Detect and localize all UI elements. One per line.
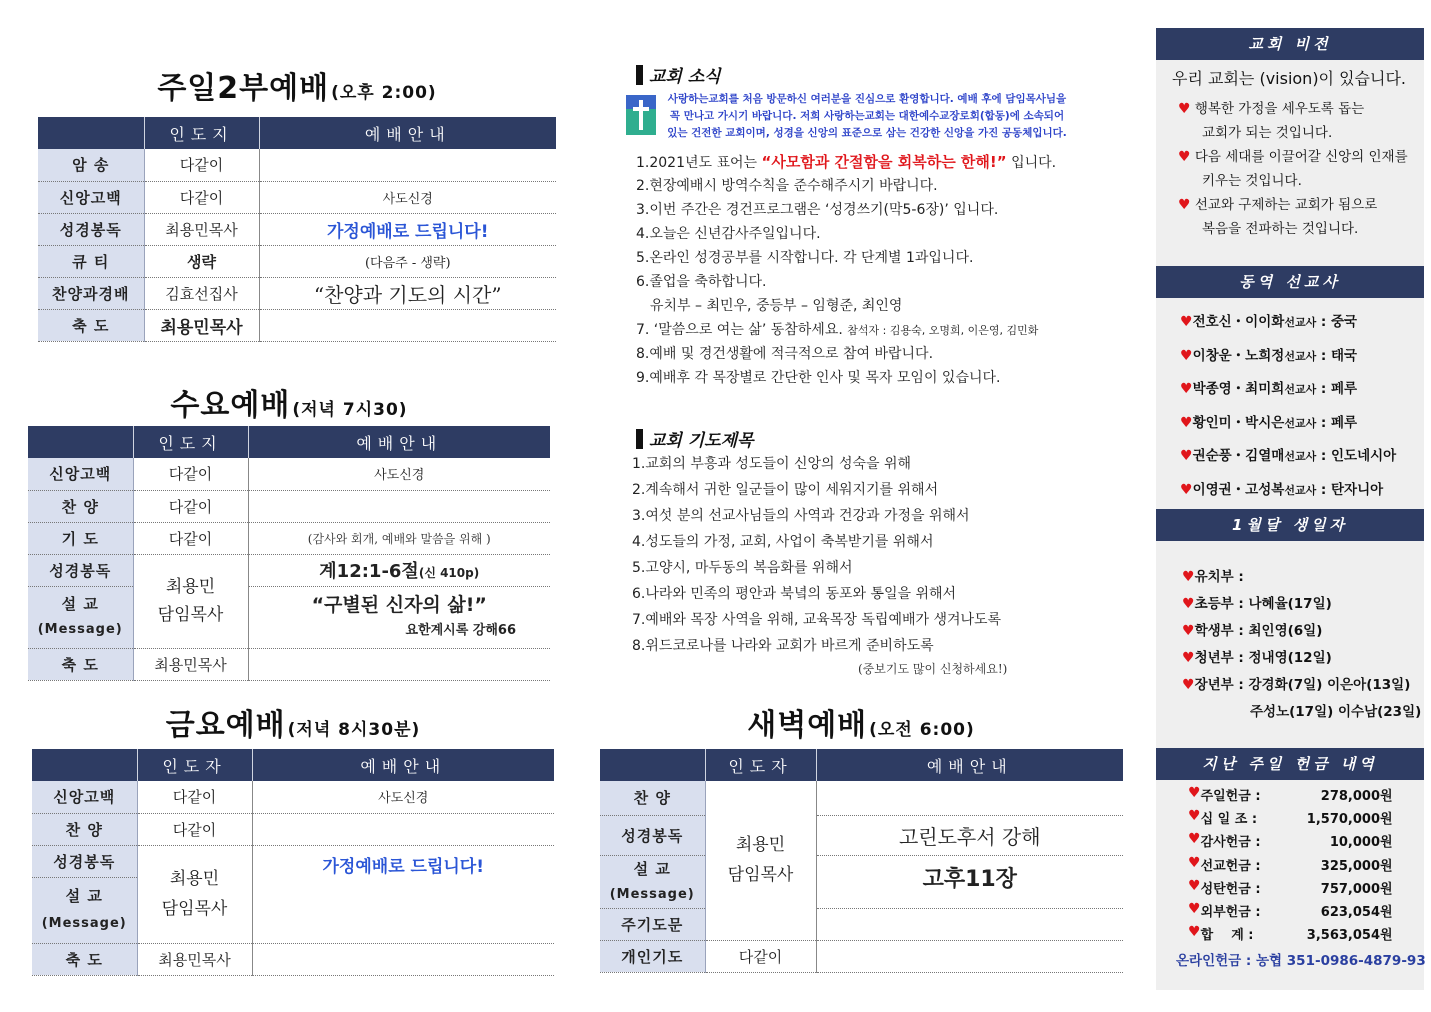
row-label: 암 송 xyxy=(38,149,144,181)
friday-table xyxy=(32,749,554,976)
vision-item xyxy=(1178,193,1408,217)
header-guide: 예배안내 xyxy=(259,117,556,149)
prayer-heading xyxy=(636,426,753,451)
row-label: 주기도문 xyxy=(600,908,705,940)
preacher-title: 담임목사 xyxy=(727,865,794,886)
missionary-country: : 태국 xyxy=(1320,347,1358,364)
offering-item xyxy=(1188,785,1393,808)
sermon-cell xyxy=(248,586,550,648)
row-info: “찬양과 기도의 시간” xyxy=(259,277,556,309)
prayer-note: (중보기도 많이 신청하세요!) xyxy=(858,662,1008,676)
vision-list xyxy=(1178,97,1408,241)
table-row xyxy=(38,213,556,245)
prayer-item: 7.예배와 목장 사역을 위해, 교육목장 독립예배가 생겨나도록 xyxy=(632,612,1002,628)
preacher-cell xyxy=(705,781,816,940)
news-item-6: 6.졸업을 축하합니다. xyxy=(636,274,767,290)
table-row xyxy=(600,781,1123,815)
prayer-item: 6.나라와 민족의 평안과 북녘의 동포와 통일을 위해서 xyxy=(632,586,957,602)
table-row xyxy=(38,277,556,309)
heading-bar xyxy=(636,65,643,85)
row-label: 찬 양 xyxy=(32,813,137,845)
table-row xyxy=(38,245,556,277)
offering-item xyxy=(1188,878,1393,901)
offering-list xyxy=(1188,785,1393,947)
news-heading xyxy=(636,62,721,87)
dawn-chapter: 고후11장 xyxy=(816,855,1123,908)
header-leader: 인도지 xyxy=(133,426,248,458)
offering-amount: 623,054원 xyxy=(1320,904,1393,920)
vision-item xyxy=(1178,97,1408,121)
prayer-item: 1.교회의 부흥과 성도들이 신앙의 성숙을 위해 xyxy=(632,456,912,472)
sermon-label: 설 교 xyxy=(61,595,99,613)
prayer-item: 2.계속해서 귀한 일군들이 많이 세워지기를 위해서 xyxy=(632,482,939,498)
offering-amount: 325,000원 xyxy=(1320,858,1393,874)
sunday2-table xyxy=(38,117,556,342)
sunday2-title-text: 주일2부예배 xyxy=(157,71,330,106)
header-empty xyxy=(32,749,137,781)
row-info: 사도신경 xyxy=(248,458,550,490)
table-row xyxy=(38,149,556,181)
table-row xyxy=(28,586,550,648)
offering-label: 십 일 조 : xyxy=(1200,812,1258,828)
vision-line: 키우는 것입니다. xyxy=(1202,173,1302,189)
offering-item xyxy=(1188,831,1393,854)
row-info xyxy=(816,940,1123,972)
missionary-names: 이영권・고성복 xyxy=(1192,481,1285,498)
preacher-title: 담임목사 xyxy=(157,605,224,625)
row-label: 신앙고백 xyxy=(38,181,144,213)
row-info: 가정예배로 드립니다! xyxy=(259,213,556,245)
prayer-heading-text: 교회 기도제목 xyxy=(649,431,754,451)
wednesday-title-text: 수요예배 xyxy=(170,388,291,423)
preacher-name: 최용민 xyxy=(165,577,216,597)
row-info xyxy=(248,490,550,522)
birthday-heading: 1월달 생일자 xyxy=(1156,509,1424,541)
scripture: 계12:1-6절 xyxy=(319,561,419,582)
heart-icon: ♥ xyxy=(1188,924,1201,941)
row-info xyxy=(252,813,554,845)
row-info: 사도신경 xyxy=(259,181,556,213)
header-guide: 예배안내 xyxy=(248,426,550,458)
offering-amount: 757,000원 xyxy=(1320,881,1393,897)
friday-notice: 가정예배로 드립니다! xyxy=(252,845,554,943)
row-leader: 다같이 xyxy=(144,181,259,213)
row-leader: 최용민목사 xyxy=(144,213,259,245)
heart-icon: ♥ xyxy=(1178,101,1191,117)
missionary-country: : 탄자니아 xyxy=(1320,481,1384,498)
welcome-line: 꼭 만나고 가시기 바랍니다. 저희 사랑하는교회는 대한예수교장로회(합동)에 소속되어 xyxy=(669,110,1065,122)
sunday2-time: (오후 2:00) xyxy=(331,83,437,103)
row-leader: 다같이 xyxy=(144,149,259,181)
row-label: 찬 양 xyxy=(600,781,705,815)
welcome-line: 있는 건전한 교회이며, 성경을 신앙의 표준으로 삼는 건강한 신앙을 가진 공동체입니다. xyxy=(667,127,1067,139)
offering-item xyxy=(1188,924,1393,947)
preacher-name: 최용민 xyxy=(735,835,786,856)
row-label: 신앙고백 xyxy=(28,458,133,490)
row-label: 성경봉독 xyxy=(600,815,705,855)
scripture-page: (신 410p) xyxy=(418,566,480,580)
missionary-list xyxy=(1180,310,1396,511)
heart-icon: ♥ xyxy=(1180,414,1193,431)
missionary-country: : 중국 xyxy=(1320,314,1358,330)
sermon-title: “구별된 신자의 삶!” xyxy=(311,593,487,616)
offering-amount: 3,563,054원 xyxy=(1306,928,1393,944)
missionary-heading: 동역 선교사 xyxy=(1156,266,1424,298)
vision-item xyxy=(1178,145,1408,169)
prayer-item: 3.여섯 분의 선교사님들의 사역과 건강과 가정을 위해서 xyxy=(632,508,970,524)
missionary-country: : 인도네시아 xyxy=(1320,448,1397,464)
birthday-text: 초등부 : 나혜율(17일) xyxy=(1194,596,1332,612)
dawn-table xyxy=(600,749,1123,973)
row-label: 찬양과경배 xyxy=(38,277,144,309)
row-label: 찬 양 xyxy=(28,490,133,522)
offering-label: 선교헌금 : xyxy=(1200,858,1261,874)
row-info: (다음주 - 생략) xyxy=(259,245,556,277)
table-row xyxy=(32,813,554,845)
welcome-text xyxy=(627,91,1107,142)
birthday-item xyxy=(1182,673,1421,700)
heart-icon: ♥ xyxy=(1180,381,1193,397)
row-info xyxy=(259,149,556,181)
online-offering: 온라인헌금 : 농협 351-0986-4879-93 xyxy=(1176,953,1426,969)
news-item-5: 5.온라인 성경공부를 시작합니다. 각 단계별 1과입니다. xyxy=(636,250,974,266)
row-info xyxy=(248,648,550,680)
row-leader: 다같이 xyxy=(133,490,248,522)
preacher-name: 최용민 xyxy=(169,869,220,889)
news-item-1-post: 입니다. xyxy=(1011,155,1057,171)
row-info xyxy=(259,309,556,341)
offering-label: 주일헌금 : xyxy=(1200,789,1261,804)
table-header xyxy=(600,749,1123,781)
prayer-item: 4.성도들의 가정, 교회, 사업이 축복받기를 위해서 xyxy=(632,534,934,550)
row-info: (감사와 회개, 예배와 말씀을 위해 ) xyxy=(248,522,550,554)
welcome-line: 사랑하는교회를 처음 방문하신 여러분을 진심으로 환영합니다. 예배 후에 담임목사님을 xyxy=(667,93,1067,105)
heading-bar xyxy=(636,429,643,449)
birthday-item xyxy=(1182,646,1421,673)
header-leader: 인도자 xyxy=(137,749,252,781)
wednesday-time: (저녁 7시30) xyxy=(292,400,408,420)
row-leader: 다같이 xyxy=(133,522,248,554)
offering-item xyxy=(1188,808,1393,831)
dawn-title xyxy=(600,700,1122,744)
news-list xyxy=(636,150,1056,390)
row-label: 신앙고백 xyxy=(32,781,137,813)
missionary-role: 선교사 xyxy=(1284,416,1317,430)
missionary-role: 선교사 xyxy=(1284,483,1317,497)
vision-line: 선교와 구제하는 교회가 됨으로 xyxy=(1194,197,1378,213)
offering-amount: 278,000원 xyxy=(1320,789,1393,804)
friday-time: (저녁 8시30분) xyxy=(287,720,421,740)
row-label: 축 도 xyxy=(32,943,137,975)
vision-intro: 우리 교회는 (vision)이 있습니다. xyxy=(1172,69,1407,88)
row-label: 축 도 xyxy=(38,309,144,341)
table-row xyxy=(600,855,1123,908)
heart-icon: ♥ xyxy=(1180,347,1193,364)
header-empty xyxy=(600,749,705,781)
wednesday-table xyxy=(28,426,550,681)
row-label: 기 도 xyxy=(28,522,133,554)
sermon-series: 요한계시록 강해66 xyxy=(405,622,516,638)
heart-icon: ♥ xyxy=(1182,650,1195,666)
heart-icon: ♥ xyxy=(1188,854,1201,871)
row-leader: 생략 xyxy=(144,245,259,277)
header-empty xyxy=(28,426,133,458)
header-leader: 인도자 xyxy=(705,749,816,781)
heart-icon: ♥ xyxy=(1182,596,1195,612)
header-guide: 예배안내 xyxy=(816,749,1123,781)
row-info xyxy=(816,781,1123,815)
news-heading-text: 교회 소식 xyxy=(649,67,721,87)
heart-icon: ♥ xyxy=(1180,314,1193,330)
row-label: 큐 티 xyxy=(38,245,144,277)
heart-icon: ♥ xyxy=(1188,808,1201,825)
friday-title xyxy=(32,700,554,744)
missionary-role: 선교사 xyxy=(1284,450,1317,463)
missionary-names: 이창운・노희정 xyxy=(1192,347,1285,364)
table-header xyxy=(32,749,554,781)
prayer-list xyxy=(632,452,1001,660)
news-item-8: 8.예배 및 경건생활에 적극적으로 참여 바랍니다. xyxy=(636,346,934,362)
row-leader: 최용민목사 xyxy=(137,943,252,975)
offering-item xyxy=(1188,901,1393,924)
missionary-role: 선교사 xyxy=(1284,383,1317,396)
missionary-country: : 페루 xyxy=(1320,381,1358,397)
sermon-sub: (Message) xyxy=(41,916,127,931)
wednesday-title xyxy=(28,380,550,424)
table-row xyxy=(28,490,550,522)
heart-icon: ♥ xyxy=(1188,877,1201,894)
offering-amount: 10,000원 xyxy=(1329,835,1393,851)
missionary-names: 황인미・박시은 xyxy=(1192,414,1285,431)
row-info xyxy=(252,943,554,975)
table-row xyxy=(28,522,550,554)
heart-icon: ♥ xyxy=(1178,149,1191,165)
row-label: 성경봉독 xyxy=(32,845,137,877)
prayer-item: 5.고양시, 마두동의 복음화를 위해서 xyxy=(632,560,853,576)
offering-label: 감사헌금 : xyxy=(1200,835,1261,851)
row-leader: 다같이 xyxy=(137,813,252,845)
news-item-1-pre: 1.2021년도 표어는 xyxy=(636,155,758,171)
friday-title-text: 금요예배 xyxy=(165,708,286,743)
row-leader: 김효선집사 xyxy=(144,277,259,309)
vision-line: 다음 세대를 이끌어갈 신앙의 인재를 xyxy=(1194,149,1408,165)
preacher-cell xyxy=(137,845,252,943)
table-header xyxy=(38,117,556,149)
vision-line: 행복한 가정을 세우도록 돕는 xyxy=(1194,101,1365,117)
scripture-cell xyxy=(248,554,550,586)
heart-icon: ♥ xyxy=(1182,623,1195,639)
offering-label: 외부헌금 : xyxy=(1200,904,1261,920)
news-item-4: 4.오늘은 신년감사주일입니다. xyxy=(636,226,821,242)
missionary-names: 전호신・이이화 xyxy=(1192,314,1285,330)
row-label: 축 도 xyxy=(28,648,133,680)
news-item-6-sub: 유치부 – 최민우, 중등부 – 임형준, 최인영 xyxy=(650,298,903,314)
heart-icon: ♥ xyxy=(1188,900,1201,917)
offering-amount: 1,570,000원 xyxy=(1306,812,1393,828)
missionary-item xyxy=(1180,411,1396,445)
news-item-7 xyxy=(636,318,1056,342)
table-row xyxy=(32,781,554,813)
row-leader: 다같이 xyxy=(133,458,248,490)
dawn-title-text: 새벽예배 xyxy=(747,708,868,743)
sermon-sub: (Message) xyxy=(37,622,123,637)
table-header xyxy=(28,426,550,458)
prayer-item: 8.위드코로나를 나라와 교회가 바르게 준비하도록 xyxy=(632,638,934,654)
news-item-9: 9.예배후 각 목장별로 간단한 인사 및 목자 모임이 있습니다. xyxy=(636,370,1001,386)
vision-heading: 교회 비전 xyxy=(1156,28,1424,60)
row-info xyxy=(816,908,1123,940)
sermon-label-cell xyxy=(28,586,133,648)
row-leader: 최용민목사 xyxy=(133,648,248,680)
missionary-item xyxy=(1180,377,1396,411)
preacher-title: 담임목사 xyxy=(161,899,228,919)
heart-icon: ♥ xyxy=(1180,481,1193,498)
row-leader: 최용민목사 xyxy=(144,309,259,341)
row-label: 성경봉독 xyxy=(28,554,133,586)
missionary-names: 박종영・최미희 xyxy=(1192,381,1285,397)
missionary-role: 선교사 xyxy=(1284,349,1317,363)
table-row xyxy=(38,309,556,341)
row-info: 사도신경 xyxy=(252,781,554,813)
birthday-list xyxy=(1182,565,1421,727)
heart-icon: ♥ xyxy=(1182,569,1195,585)
sermon-label: 설 교 xyxy=(633,859,671,878)
row-leader: 다같이 xyxy=(137,781,252,813)
table-row xyxy=(600,908,1123,940)
sermon-sub: (Message) xyxy=(609,886,695,902)
offering-label: 합 계 : xyxy=(1200,928,1254,944)
dawn-series: 고린도후서 강해 xyxy=(816,815,1123,855)
table-row xyxy=(28,458,550,490)
missionary-role: 선교사 xyxy=(1284,316,1317,329)
table-row xyxy=(32,943,554,975)
news-motto: “사모함과 간절함을 회복하는 한해!” xyxy=(761,153,1007,171)
sermon-label-cell xyxy=(600,855,705,908)
birthday-text: 청년부 : 정내영(12일) xyxy=(1194,650,1332,666)
header-guide: 예배안내 xyxy=(252,749,554,781)
heart-icon: ♥ xyxy=(1188,831,1201,848)
dawn-time: (오전 6:00) xyxy=(869,720,975,740)
vision-line: 복음을 전파하는 것입니다. xyxy=(1202,221,1359,237)
table-row xyxy=(28,554,550,586)
table-row xyxy=(600,940,1123,972)
sermon-label-cell xyxy=(32,877,137,943)
offering-label: 성탄헌금 : xyxy=(1200,881,1261,897)
birthday-text: 유치부 : xyxy=(1194,569,1244,585)
birthday-text: 장년부 : 강경화(7일) 이은아(13일) xyxy=(1194,677,1411,693)
table-row xyxy=(38,181,556,213)
preacher-cell xyxy=(133,554,248,648)
table-row xyxy=(28,648,550,680)
birthday-text: 학생부 : 최인영(6일) xyxy=(1194,623,1323,639)
missionary-item xyxy=(1180,344,1396,378)
header-empty xyxy=(38,117,144,149)
heart-icon: ♥ xyxy=(1188,785,1201,801)
news-item-2: 2.현장예배시 방역수칙을 준수해주시기 바랍니다. xyxy=(636,178,938,194)
heart-icon: ♥ xyxy=(1178,197,1191,213)
header-leader: 인도지 xyxy=(144,117,259,149)
vision-line: 교회가 되는 것입니다. xyxy=(1202,125,1333,141)
sunday2-title xyxy=(38,63,556,107)
offering-item xyxy=(1188,855,1393,878)
birthday-item xyxy=(1182,592,1421,619)
missionary-item xyxy=(1180,310,1396,344)
news-item-7-note: 참석자 : 김용숙, 오명희, 이은영, 김민화 xyxy=(847,324,1039,337)
birthday-item xyxy=(1182,565,1421,592)
news-item-3: 3.이번 주간은 경건프로그램은 ‘성경쓰기(막5-6장)’ 입니다. xyxy=(636,202,999,218)
missionary-names: 권순풍・김열매 xyxy=(1192,448,1285,464)
missionary-country: : 페루 xyxy=(1320,414,1358,431)
news-item-7-text: 7. ‘말씀으로 여는 삶’ 동참하세요. xyxy=(636,322,843,338)
news-item-1 xyxy=(636,150,1056,174)
row-leader: 다같이 xyxy=(705,940,816,972)
birthday-extra: 주성노(17일) 이수남(23일) xyxy=(1250,704,1422,720)
heart-icon: ♥ xyxy=(1182,677,1195,693)
table-row xyxy=(600,815,1123,855)
heart-icon: ♥ xyxy=(1180,448,1193,464)
birthday-item xyxy=(1182,619,1421,646)
table-row xyxy=(32,845,554,877)
row-label: 개인기도 xyxy=(600,940,705,972)
missionary-item xyxy=(1180,478,1396,512)
offering-heading: 지난 주일 헌금 내역 xyxy=(1156,748,1424,780)
row-label: 성경봉독 xyxy=(38,213,144,245)
missionary-item xyxy=(1180,444,1396,478)
sermon-label: 설 교 xyxy=(65,887,103,905)
